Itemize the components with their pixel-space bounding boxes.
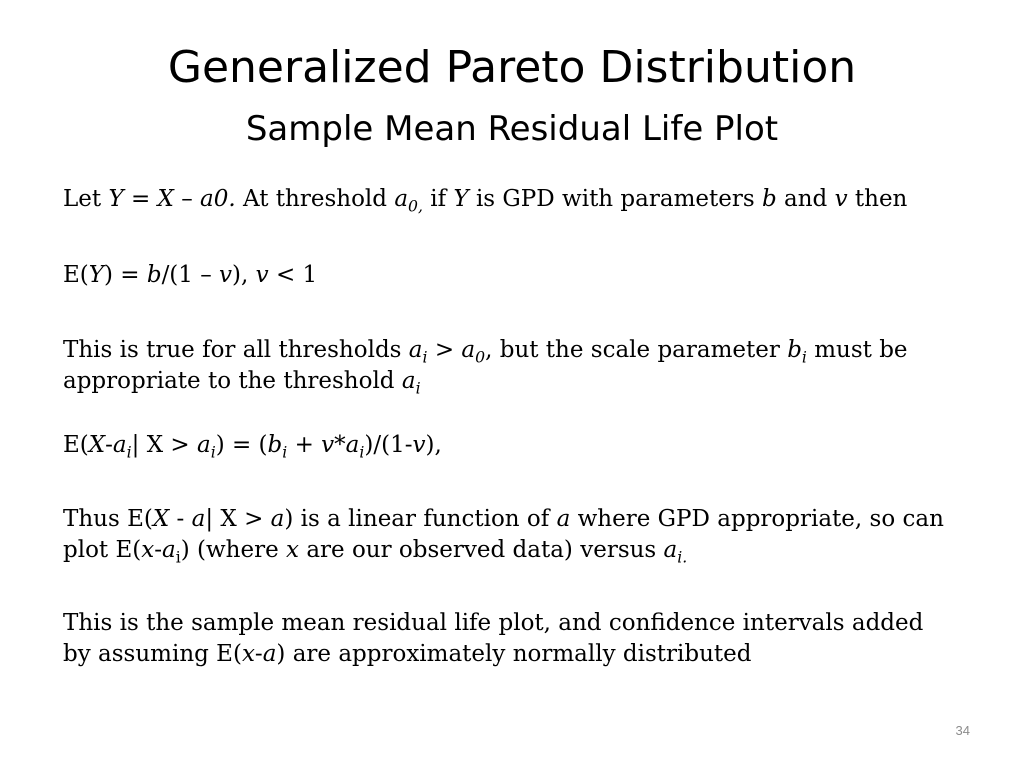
equation-conditional-expectation: $E(X-a_i|$ $X > a_i) = (b_i + v*a_i)/(1-v)$, <box>63 432 442 462</box>
paragraph-definition: Let Y = X – a0. At threshold $a_{0,}$ if Y is GPD with parameters b and v then <box>63 186 908 216</box>
slide-title: Generalized Pareto Distribution <box>167 42 857 93</box>
page-number: 34 <box>955 723 970 738</box>
paragraph-mrl-plot: This is the sample mean residual life plot, and confidence intervals added by assuming E(x-a) are approximately normally distributed <box>63 610 924 667</box>
equation-expectation: E(Y) = b/(1 – v), v < 1 <box>63 262 318 288</box>
paragraph-thresholds: This is true for all thresholds $a_i > a_0$, but the scale parameter $b_i$ must be appropriate to the threshold $a_i$ <box>63 337 908 398</box>
paragraph-linear-function: Thus E(X - a| X > a) is a linear function of a where GPD appropriate, so can plot $E(x-a_i)$ (where x are our observed data) versus $a_{i.}$ <box>63 506 944 567</box>
slide-subtitle: Sample Mean Residual Life Plot <box>245 109 779 149</box>
